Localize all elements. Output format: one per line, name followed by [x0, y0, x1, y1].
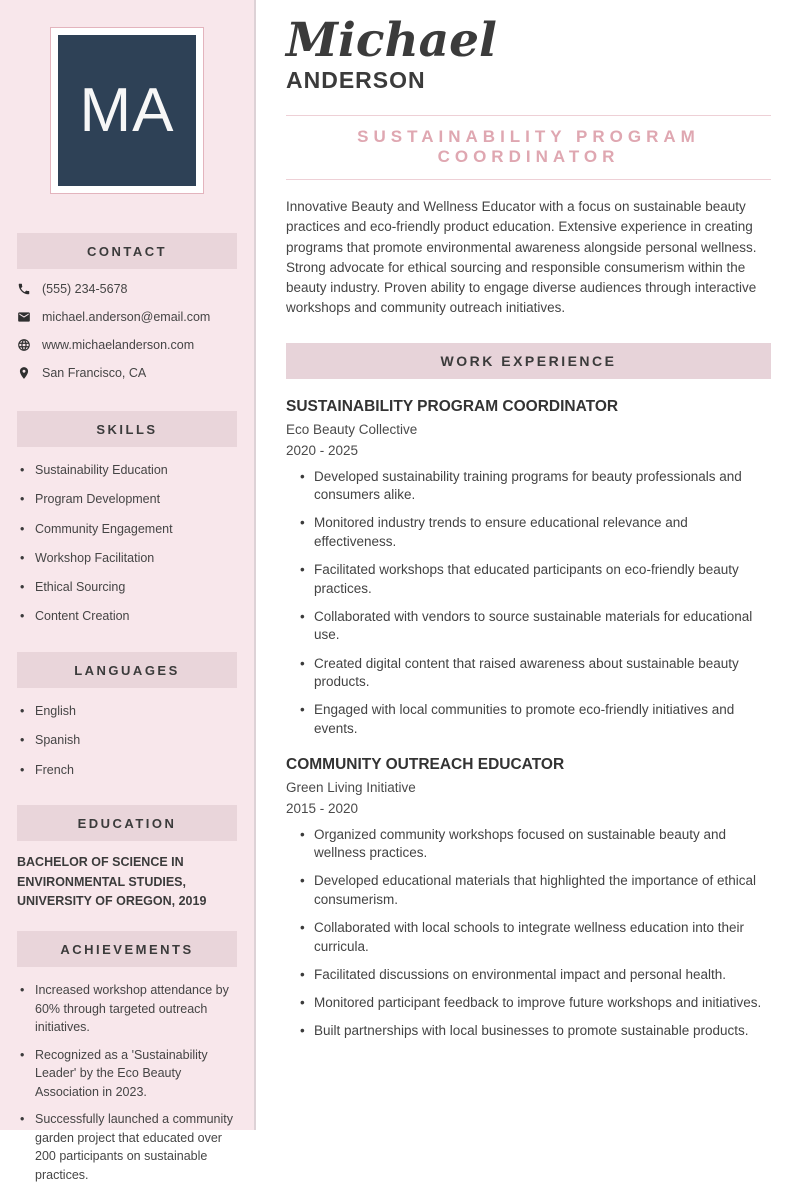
email-address: michael.anderson@email.com — [42, 310, 211, 324]
contact-item-phone — [17, 282, 237, 296]
job-bullet: • Built partnerships with local businesses to promote sustainable products. — [300, 1022, 771, 1041]
job-bullet: • Monitored participant feedback to improve future workshops and initiatives. — [300, 994, 771, 1013]
job-bullet: • Engaged with local communities to promote eco-friendly initiatives and events. — [300, 701, 771, 738]
languages-section-title: LANGUAGES — [74, 662, 180, 678]
education-section-title: EDUCATION — [77, 815, 177, 831]
language-item: • French — [20, 761, 237, 780]
job-title-block — [286, 115, 771, 180]
job-bullet: • Facilitated workshops that educated participants on eco-friendly beauty practices. — [300, 561, 771, 598]
skill-item: • Community Engagement — [20, 520, 237, 539]
skill-item: • Program Development — [20, 490, 237, 509]
contact-item-location — [17, 366, 237, 380]
achievement-item: • Recognized as a 'Sustainability Leader' by the Eco Beauty Association in 2023. — [20, 1046, 237, 1102]
achievements-section-header — [17, 931, 237, 967]
achievements-list — [0, 967, 254, 1184]
job-bullet: • Collaborated with vendors to source sustainable materials for educational use. — [300, 608, 771, 645]
skill-item: • Sustainability Education — [20, 461, 237, 480]
sidebar — [0, 0, 256, 1182]
contact-item-email — [17, 310, 237, 324]
contact-item-website — [17, 338, 237, 352]
skills-section-header — [17, 411, 237, 447]
job-entry-dates: 2015 - 2020 — [286, 800, 359, 816]
language-item: • Spanish — [20, 731, 237, 750]
last-name: ANDERSON — [286, 67, 426, 94]
job-bullet: • Developed educational materials that highlighted the importance of ethical consumerism. — [300, 872, 771, 909]
job-entry-title: COMMUNITY OUTREACH EDUCATOR — [286, 755, 565, 773]
first-name: Michael — [286, 13, 497, 68]
job-bullet-list — [286, 468, 771, 739]
job-entry-title: SUSTAINABILITY PROGRAM COORDINATOR — [286, 397, 619, 415]
job-entry — [286, 398, 771, 739]
email-icon — [17, 310, 31, 324]
job-bullet: • Developed sustainability training programs for beauty professionals and consumers alike. — [300, 468, 771, 505]
job-bullet: • Created digital content that raised awareness about sustainable beauty products. — [300, 655, 771, 692]
work-experience-title: WORK EXPERIENCE — [440, 352, 617, 369]
job-entry-company: Green Living Initiative — [286, 779, 416, 795]
languages-section-header — [17, 652, 237, 688]
education-degree: BACHELOR OF SCIENCE IN ENVIRONMENTAL STUDIES, UNIVERSITY OF OREGON, 2019 — [17, 855, 207, 908]
skill-item: • Ethical Sourcing — [20, 578, 237, 597]
work-experience-header — [286, 343, 771, 379]
location-text: San Francisco, CA — [42, 366, 147, 380]
skills-section-title: SKILLS — [96, 421, 158, 437]
job-bullet: • Collaborated with local schools to integrate wellness education into their curricula. — [300, 919, 771, 956]
achievement-item: • Successfully launched a community garden project that educated over 200 participants on sustainable practices. — [20, 1110, 237, 1184]
skill-item: • Workshop Facilitation — [20, 549, 237, 568]
languages-list — [0, 688, 254, 779]
phone-icon — [17, 282, 31, 296]
profile-initials: MA — [79, 76, 175, 145]
job-bullet: • Monitored industry trends to ensure educational relevance and effectiveness. — [300, 514, 771, 551]
education-section-header — [17, 805, 237, 841]
skill-item: • Content Creation — [20, 607, 237, 626]
location-icon — [17, 366, 31, 380]
main-content — [256, 0, 800, 1130]
job-bullet: • Organized community workshops focused on sustainable beauty and wellness practices. — [300, 826, 771, 863]
phone-number: (555) 234-5678 — [42, 282, 128, 296]
professional-summary: Innovative Beauty and Wellness Educator with a focus on sustainable beauty practices and eco-friendly product education. Extensive experience in creating programs that promote environmental awareness alongside personal wellness. Strong advocate for ethical sourcing and responsible consumerism within the beauty industry. Proven ability to engage diverse audiences through interactive workshops and community outreach initiatives. — [286, 199, 757, 316]
website-icon — [17, 338, 31, 352]
job-title: SUSTAINABILITY PROGRAM COORDINATOR — [357, 127, 700, 167]
achievement-item: • Increased workshop attendance by 60% through targeted outreach initiatives. — [20, 981, 237, 1037]
job-entry-company: Eco Beauty Collective — [286, 421, 418, 437]
language-item: • English — [20, 702, 237, 721]
profile-photo-frame — [50, 27, 204, 194]
achievements-section-title: ACHIEVEMENTS — [60, 941, 194, 957]
profile-photo-placeholder — [58, 35, 196, 186]
contact-section-header — [17, 233, 237, 269]
job-entry-dates: 2020 - 2025 — [286, 442, 359, 458]
contact-section-title: CONTACT — [86, 243, 168, 259]
website-url: www.michaelanderson.com — [42, 338, 195, 352]
job-bullet-list — [286, 826, 771, 1041]
contact-list — [0, 269, 254, 380]
skills-list — [0, 447, 254, 626]
job-entry — [286, 756, 771, 1041]
job-bullet: • Facilitated discussions on environmental impact and personal health. — [300, 966, 771, 985]
